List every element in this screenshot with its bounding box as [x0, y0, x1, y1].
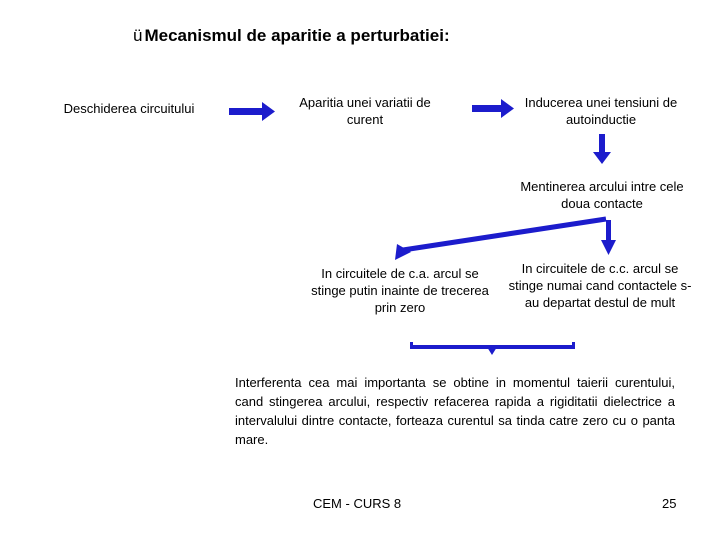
merge-bracket-tip: [487, 347, 497, 355]
node-dc-circuits: In circuitele de c.c. arcul se stinge numai cand contactele s-au departat destul de mult: [508, 261, 692, 310]
arrow-right-1: [229, 102, 275, 121]
checkmark-icon: ü: [133, 26, 143, 45]
footer-course: CEM - CURS 8: [313, 496, 402, 511]
arrow-down-2-head: [601, 240, 616, 255]
node-circuit-opening: Deschiderea circuitului: [63, 101, 195, 116]
arrow-right-2: [472, 99, 514, 118]
page-number: 25: [662, 496, 677, 511]
node-self-induction-voltage: Inducerea unei tensiuni de autoinductie: [524, 95, 678, 127]
slide-title-text: Mecanismul de aparitie a perturbatiei:: [144, 26, 450, 45]
node-current-variation: Aparitia unei variatii de curent: [299, 95, 431, 127]
arrow-down: [593, 134, 611, 164]
arrow-diagonal-line: [403, 219, 606, 250]
node-arc-maintained: Mentinerea arcului intre cele doua contacte: [520, 179, 684, 211]
arrow-diagonal-head: [395, 244, 411, 260]
arrow-down-2-shaft: [606, 220, 611, 240]
explanation-paragraph: Interferenta cea mai importanta se obtine in momentul taierii curentului, cand stingerea arcului, respectiv refacerea rapida a rigiditatii dielectrice a intervalului dintre contacte, forteaza curentul sa tinda catre zero cu o panta mare.: [235, 375, 675, 447]
node-ac-circuits: In circuitele de c.a. arcul se stinge putin inainte de trecerea prin zero: [311, 266, 489, 315]
